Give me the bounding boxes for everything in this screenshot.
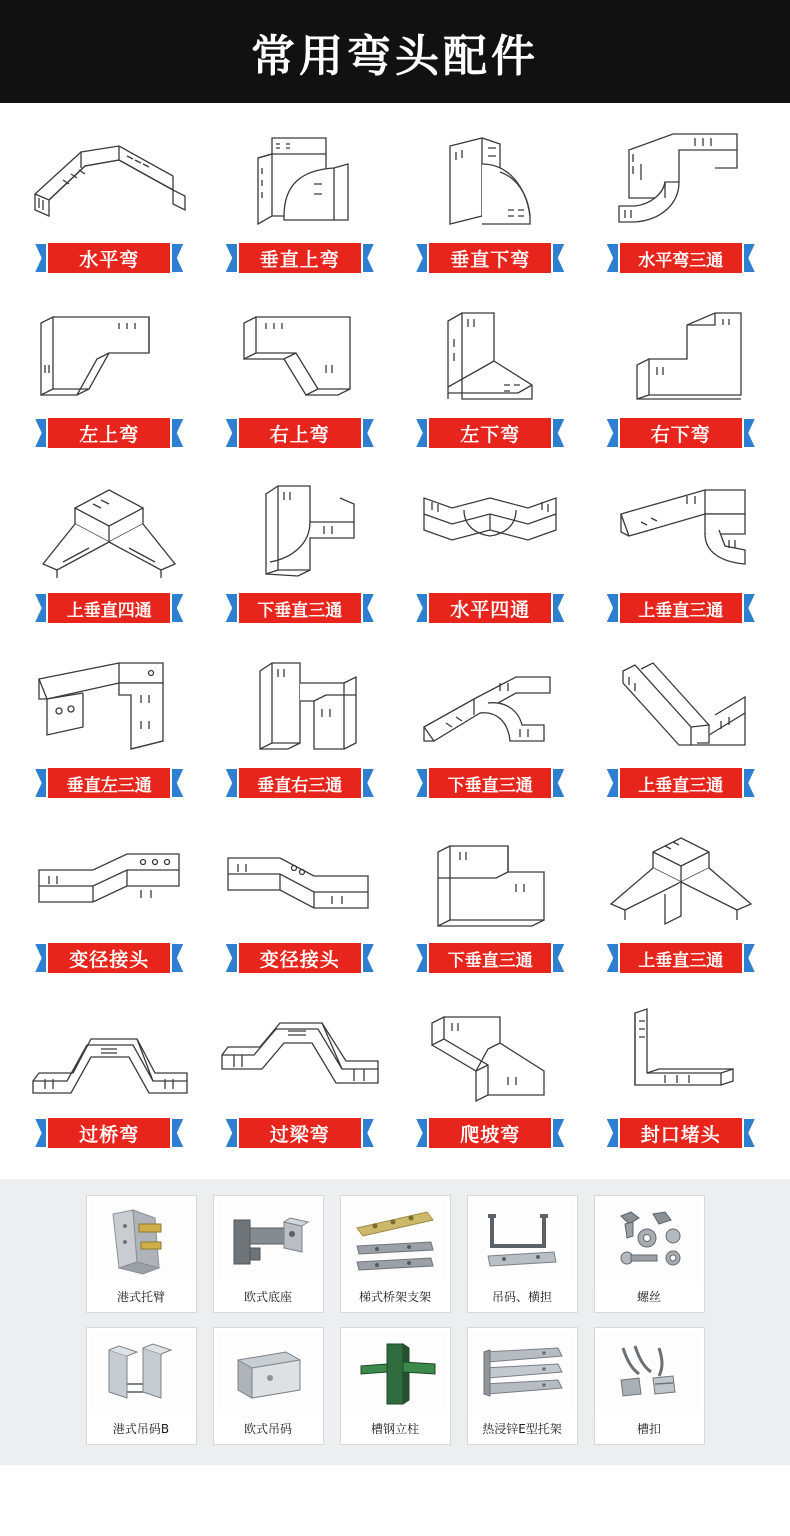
bend-item[interactable] [395,996,586,1171]
accessories-grid [0,1195,790,1445]
lower-vertical-tee-2-icon [400,646,580,764]
bend-item[interactable] [205,296,396,471]
accessory-card[interactable] [340,1327,451,1445]
right-down-bend-icon [591,296,771,414]
channel-clip-icon [598,1332,701,1414]
bend-item[interactable] [586,996,777,1171]
bend-label: 右下弯 [650,423,711,446]
eu-base-icon [217,1200,320,1282]
upper-vertical-tee-2-icon [591,646,771,764]
bend-item[interactable] [14,121,205,296]
bend-label-ribbon [416,241,564,275]
reducer-joint-2-icon [210,821,390,939]
bend-label: 水平四通 [450,598,531,621]
bend-label: 左下弯 [460,423,521,446]
bend-label: 下垂直三通 [447,775,533,796]
hk-hanger-b-icon [90,1332,193,1414]
bend-label-ribbon [226,591,374,625]
bend-label: 下垂直三通 [447,950,533,971]
accessory-caption: 欧式底座 [243,1290,292,1304]
accessory-card[interactable] [467,1327,578,1445]
bend-label: 垂直左三通 [66,775,152,796]
bend-item[interactable] [205,996,396,1171]
bend-item[interactable] [205,121,396,296]
accessory-caption: 梯式桥架支架 [358,1290,431,1304]
accessory-caption: 槽扣 [636,1422,661,1436]
bend-label-ribbon [607,766,755,800]
bend-item[interactable] [14,821,205,996]
bend-label-ribbon [607,941,755,975]
bend-item[interactable] [14,471,205,646]
accessory-card[interactable] [213,1195,324,1313]
bend-item[interactable] [395,121,586,296]
bend-item[interactable] [395,471,586,646]
beam-bend-icon [210,996,390,1114]
bend-label-ribbon [416,941,564,975]
horizontal-bend-icon [19,121,199,239]
bend-label-ribbon [226,766,374,800]
bend-label-ribbon [226,241,374,275]
ladder-tray-support-icon [344,1200,447,1282]
horizontal-bend-tee-icon [591,121,771,239]
accessory-card[interactable] [340,1195,451,1313]
upper-vertical-tee-icon [591,471,771,589]
accessory-caption: 槽钢立柱 [370,1422,419,1436]
accessory-card[interactable] [86,1327,197,1445]
channel-steel-column-icon [344,1332,447,1414]
accessory-card[interactable] [86,1195,197,1313]
bend-label: 下垂直三通 [257,600,343,621]
bend-label-ribbon [607,1116,755,1150]
bend-item[interactable] [205,646,396,821]
reducer-joint-icon [19,821,199,939]
lower-vertical-tee-icon [210,471,390,589]
bend-label-ribbon [35,241,183,275]
bend-label: 过梁弯 [269,1123,330,1146]
bend-label-ribbon [35,941,183,975]
bend-item[interactable] [586,121,777,296]
bend-fittings-grid [0,103,790,1171]
accessories-section [0,1179,790,1465]
end-cap-icon [591,996,771,1114]
vertical-right-tee-icon [210,646,390,764]
bend-label: 变径接头 [259,948,340,971]
bend-item[interactable] [586,821,777,996]
bend-label: 垂直右三通 [257,775,343,796]
bend-label-ribbon [35,766,183,800]
vertical-left-tee-icon [19,646,199,764]
bend-label: 变径接头 [69,948,150,971]
accessory-card[interactable] [594,1195,705,1313]
bend-label-ribbon [35,416,183,450]
accessory-card[interactable] [467,1195,578,1313]
bend-label: 垂直上弯 [259,248,340,271]
bend-label-ribbon [35,591,183,625]
bend-label: 过桥弯 [79,1123,140,1146]
accessory-caption: 欧式吊码 [243,1422,292,1436]
accessory-caption: 热浸锌E型托架 [482,1422,562,1436]
accessory-caption: 港式托臂 [116,1290,165,1304]
upper-vertical-tee-3-icon [591,821,771,939]
bend-label-ribbon [226,1116,374,1150]
bend-label-ribbon [416,1116,564,1150]
bend-label: 爬坡弯 [460,1123,521,1146]
vertical-down-bend-icon [400,121,580,239]
page-header [0,0,790,103]
bend-item[interactable] [586,646,777,821]
accessory-card[interactable] [213,1327,324,1445]
hot-dip-galvanized-e-bracket-icon [471,1332,574,1414]
bend-item[interactable] [205,821,396,996]
bend-label: 水平弯三通 [638,250,724,271]
bend-label-ribbon [35,1116,183,1150]
bend-label-ribbon [226,941,374,975]
bend-item[interactable] [14,996,205,1171]
bend-item[interactable] [586,471,777,646]
accessory-caption: 螺丝 [636,1290,661,1304]
left-down-bend-icon [400,296,580,414]
right-up-bend-icon [210,296,390,414]
bend-item[interactable] [14,646,205,821]
bend-label-ribbon [226,416,374,450]
eu-hanger-icon [217,1332,320,1414]
hanger-crossarm-icon [471,1200,574,1282]
vertical-up-bend-icon [210,121,390,239]
hk-bracket-arm-icon [90,1200,193,1282]
page-title: 常用弯头配件 [251,30,539,82]
bend-label-ribbon [607,416,755,450]
accessory-caption: 吊码、横担 [491,1290,552,1304]
bend-label-ribbon [416,766,564,800]
bend-label: 上垂直三通 [638,950,724,971]
bend-item[interactable] [395,646,586,821]
horizontal-cross-icon [400,471,580,589]
accessory-caption: 港式吊码B [112,1422,170,1436]
bend-item[interactable] [14,296,205,471]
bend-label-ribbon [416,416,564,450]
bend-item[interactable] [395,296,586,471]
bend-label: 垂直下弯 [450,248,531,271]
accessory-card[interactable] [594,1327,705,1445]
bend-label: 水平弯 [79,248,140,271]
bend-label: 上垂直三通 [638,775,724,796]
lower-vertical-tee-3-icon [400,821,580,939]
bend-label-ribbon [416,591,564,625]
bridge-bend-icon [19,996,199,1114]
left-up-bend-icon [19,296,199,414]
bend-label: 上垂直四通 [66,600,152,621]
bend-label-ribbon [607,241,755,275]
bend-label: 左上弯 [79,423,140,446]
bend-item[interactable] [395,821,586,996]
bend-label: 右上弯 [269,423,330,446]
bend-label-ribbon [607,591,755,625]
bend-item[interactable] [586,296,777,471]
bend-item[interactable] [205,471,396,646]
slope-bend-icon [400,996,580,1114]
upper-vertical-cross-icon [19,471,199,589]
bend-label: 封口堵头 [640,1123,721,1146]
screws-icon [598,1200,701,1282]
bend-label: 上垂直三通 [638,600,724,621]
